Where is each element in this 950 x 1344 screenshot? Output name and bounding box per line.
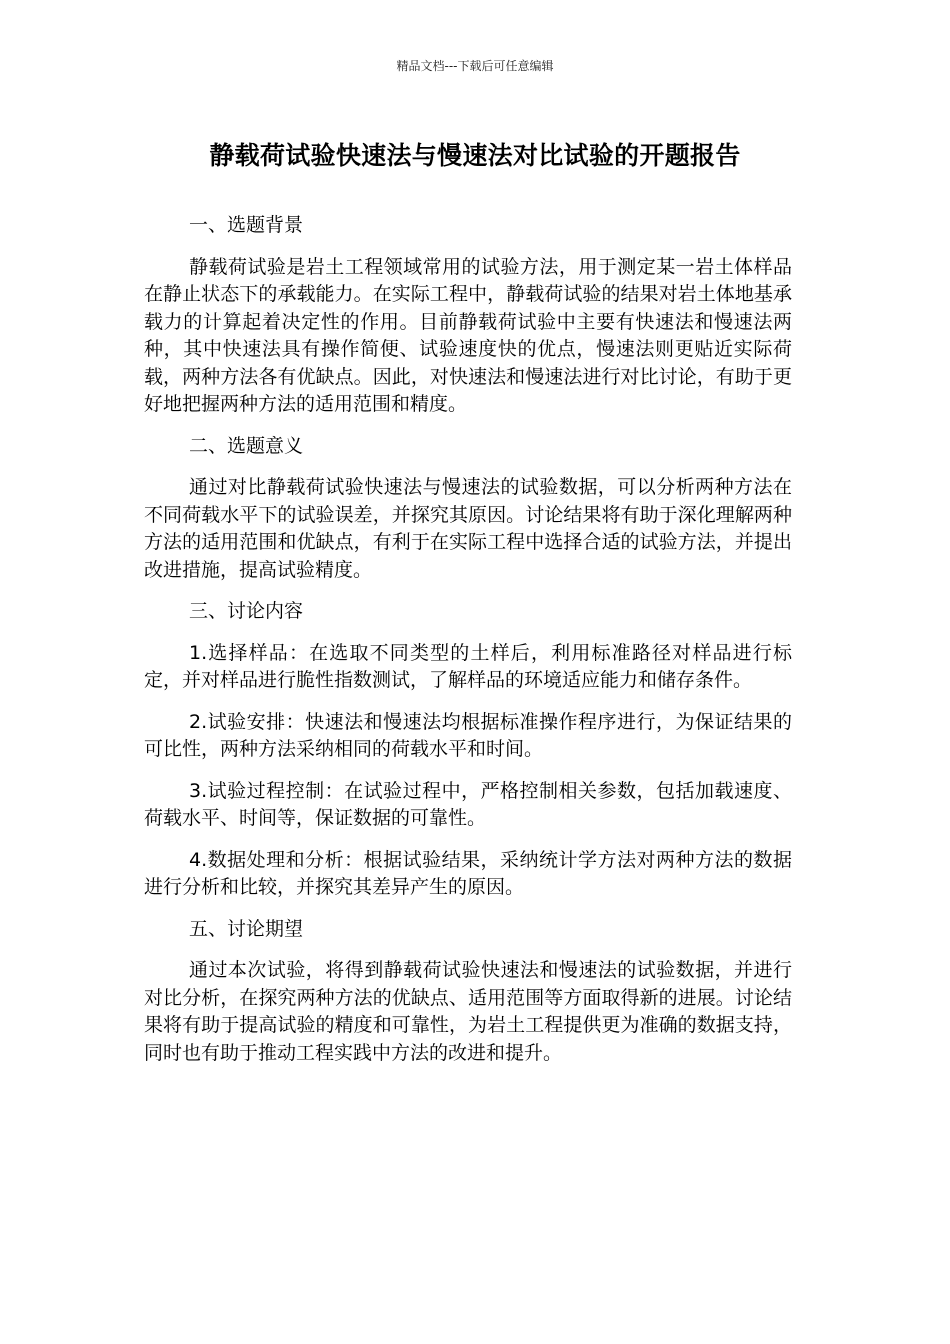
section-heading-significance: 二、选题意义 [189,434,304,457]
list-item-data-analysis: 4.数据处理和分析：根据试验结果，采纳统计学方法对两种方法的数据进行分析和比较，并探究其差异产生的原因。 [144,848,792,898]
list-item-process-control: 3.试验过程控制：在试验过程中，严格控制相关参数，包括加载速度、荷载水平、时间等，保证数据的可靠性。 [144,779,792,829]
paragraph-significance: 通过对比静载荷试验快速法与慢速法的试验数据，可以分析两种方法在不同荷载水平下的试验误差，并探究其原因。讨论结果将有助于深化理解两种方法的适用范围和优缺点，有利于在实际工程中选择合适的试验方法，并提出改进措施，提高试验精度。 [144,476,792,581]
document-body [144,212,792,1081]
list-item-test-arrangement: 2.试验安排：快速法和慢速法均根据标准操作程序进行，为保证结果的可比性，两种方法采纳相同的荷载水平和时间。 [144,710,792,760]
list-item-sample-selection: 1.选择样品：在选取不同类型的土样后，利用标准路径对样品进行标定，并对样品进行脆性指数测试，了解样品的环境适应能力和储存条件。 [144,641,792,691]
paragraph-background: 静载荷试验是岩土工程领域常用的试验方法，用于测定某一岩土体样品在静止状态下的承载能力。在实际工程中，静载荷试验的结果对岩土体地基承载力的计算起着决定性的作用。目前静载荷试验中主要有快速法和慢速法两种，其中快速法具有操作简便、试验速度快的优点，慢速法则更贴近实际荷载，两种方法各有优缺点。因此，对快速法和慢速法进行对比讨论，有助于更好地把握两种方法的适用范围和精度。 [144,255,792,415]
paragraph-expectation: 通过本次试验，将得到静载荷试验快速法和慢速法的试验数据，并进行对比分析，在探究两种方法的优缺点、适用范围等方面取得新的进展。讨论结果将有助于提高试验的精度和可靠性，为岩土工程提供更为准确的数据支持，同时也有助于推动工程实践中方法的改进和提升。 [144,959,792,1064]
section-heading-expectation: 五、讨论期望 [189,917,304,940]
document-title: 静载荷试验快速法与慢速法对比试验的开题报告 [209,141,741,170]
page-header: 精品文档---下载后可任意编辑 [396,59,554,73]
section-heading-content: 三、讨论内容 [189,600,304,622]
section-heading-background: 一、选题背景 [189,214,304,236]
